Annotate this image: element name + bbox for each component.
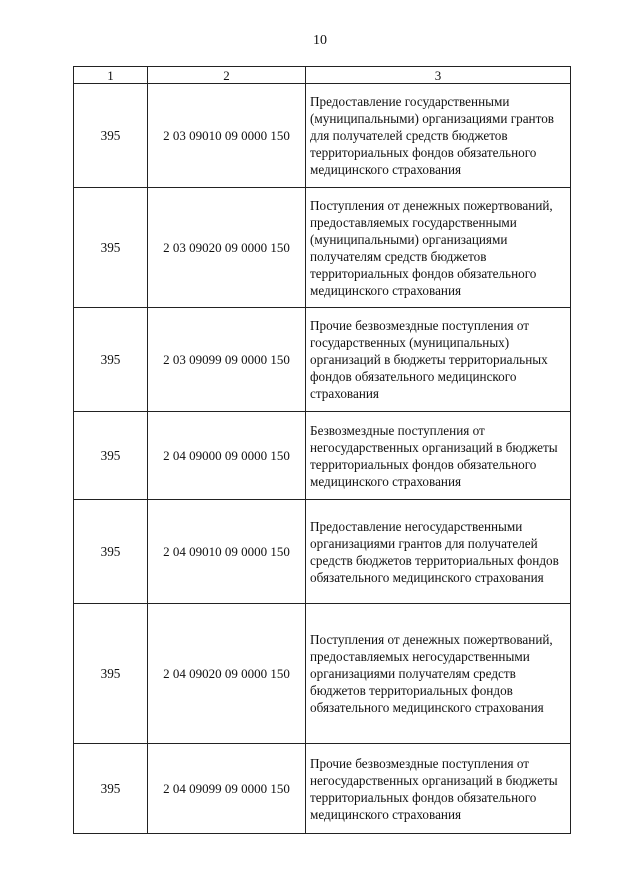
budget-code-cell: 2 04 09000 09 0000 150: [148, 412, 306, 500]
table-header-row: [74, 67, 571, 84]
table-row: [74, 604, 571, 744]
revenue-name-cell: Поступления от денежных пожертвований, предоставляемых негосударственными организациями получателям средств бюджетов территориальных фондов обязательного медицинского страхования: [306, 604, 571, 744]
budget-classification-table: [73, 66, 571, 834]
admin-code-cell: 395: [74, 744, 148, 834]
revenue-name-cell: Прочие безвозмездные поступления от государственных (муниципальных) организаций в бюджеты территориальных фондов обязательного медицинского страхования: [306, 308, 571, 412]
table-row: [74, 500, 571, 604]
admin-code-cell: 395: [74, 84, 148, 188]
header-col-2: 2: [148, 67, 306, 84]
page-number: 10: [313, 33, 327, 48]
revenue-name-cell: Прочие безвозмездные поступления от негосударственных организаций в бюджеты территориальных фондов обязательного медицинского страхования: [306, 744, 571, 834]
revenue-name-cell: Поступления от денежных пожертвований, предоставляемых государственными (муниципальными) организациями получателям средств бюджетов территориальных фондов обязательного медицинского страхования: [306, 188, 571, 308]
admin-code-cell: 395: [74, 500, 148, 604]
admin-code-cell: 395: [74, 188, 148, 308]
budget-code-cell: 2 04 09020 09 0000 150: [148, 604, 306, 744]
revenue-name-cell: Безвозмездные поступления от негосударственных организаций в бюджеты территориальных фондов обязательного медицинского страхования: [306, 412, 571, 500]
budget-code-cell: 2 03 09010 09 0000 150: [148, 84, 306, 188]
revenue-name-cell: Предоставление государственными (муниципальными) организациями грантов для получателей средств бюджетов территориальных фондов обязательного медицинского страхования: [306, 84, 571, 188]
budget-code-cell: 2 04 09099 09 0000 150: [148, 744, 306, 834]
budget-code-cell: 2 04 09010 09 0000 150: [148, 500, 306, 604]
table-row: [74, 188, 571, 308]
header-col-1: 1: [74, 67, 148, 84]
budget-code-cell: 2 03 09020 09 0000 150: [148, 188, 306, 308]
admin-code-cell: 395: [74, 604, 148, 744]
table-row: [74, 412, 571, 500]
table-row: [74, 308, 571, 412]
budget-code-cell: 2 03 09099 09 0000 150: [148, 308, 306, 412]
header-col-3: 3: [306, 67, 571, 84]
table-row: [74, 744, 571, 834]
admin-code-cell: 395: [74, 308, 148, 412]
table-row: [74, 84, 571, 188]
revenue-name-cell: Предоставление негосударственными организациями грантов для получателей средств бюджетов территориальных фондов обязательного медицинского страхования: [306, 500, 571, 604]
admin-code-cell: 395: [74, 412, 148, 500]
